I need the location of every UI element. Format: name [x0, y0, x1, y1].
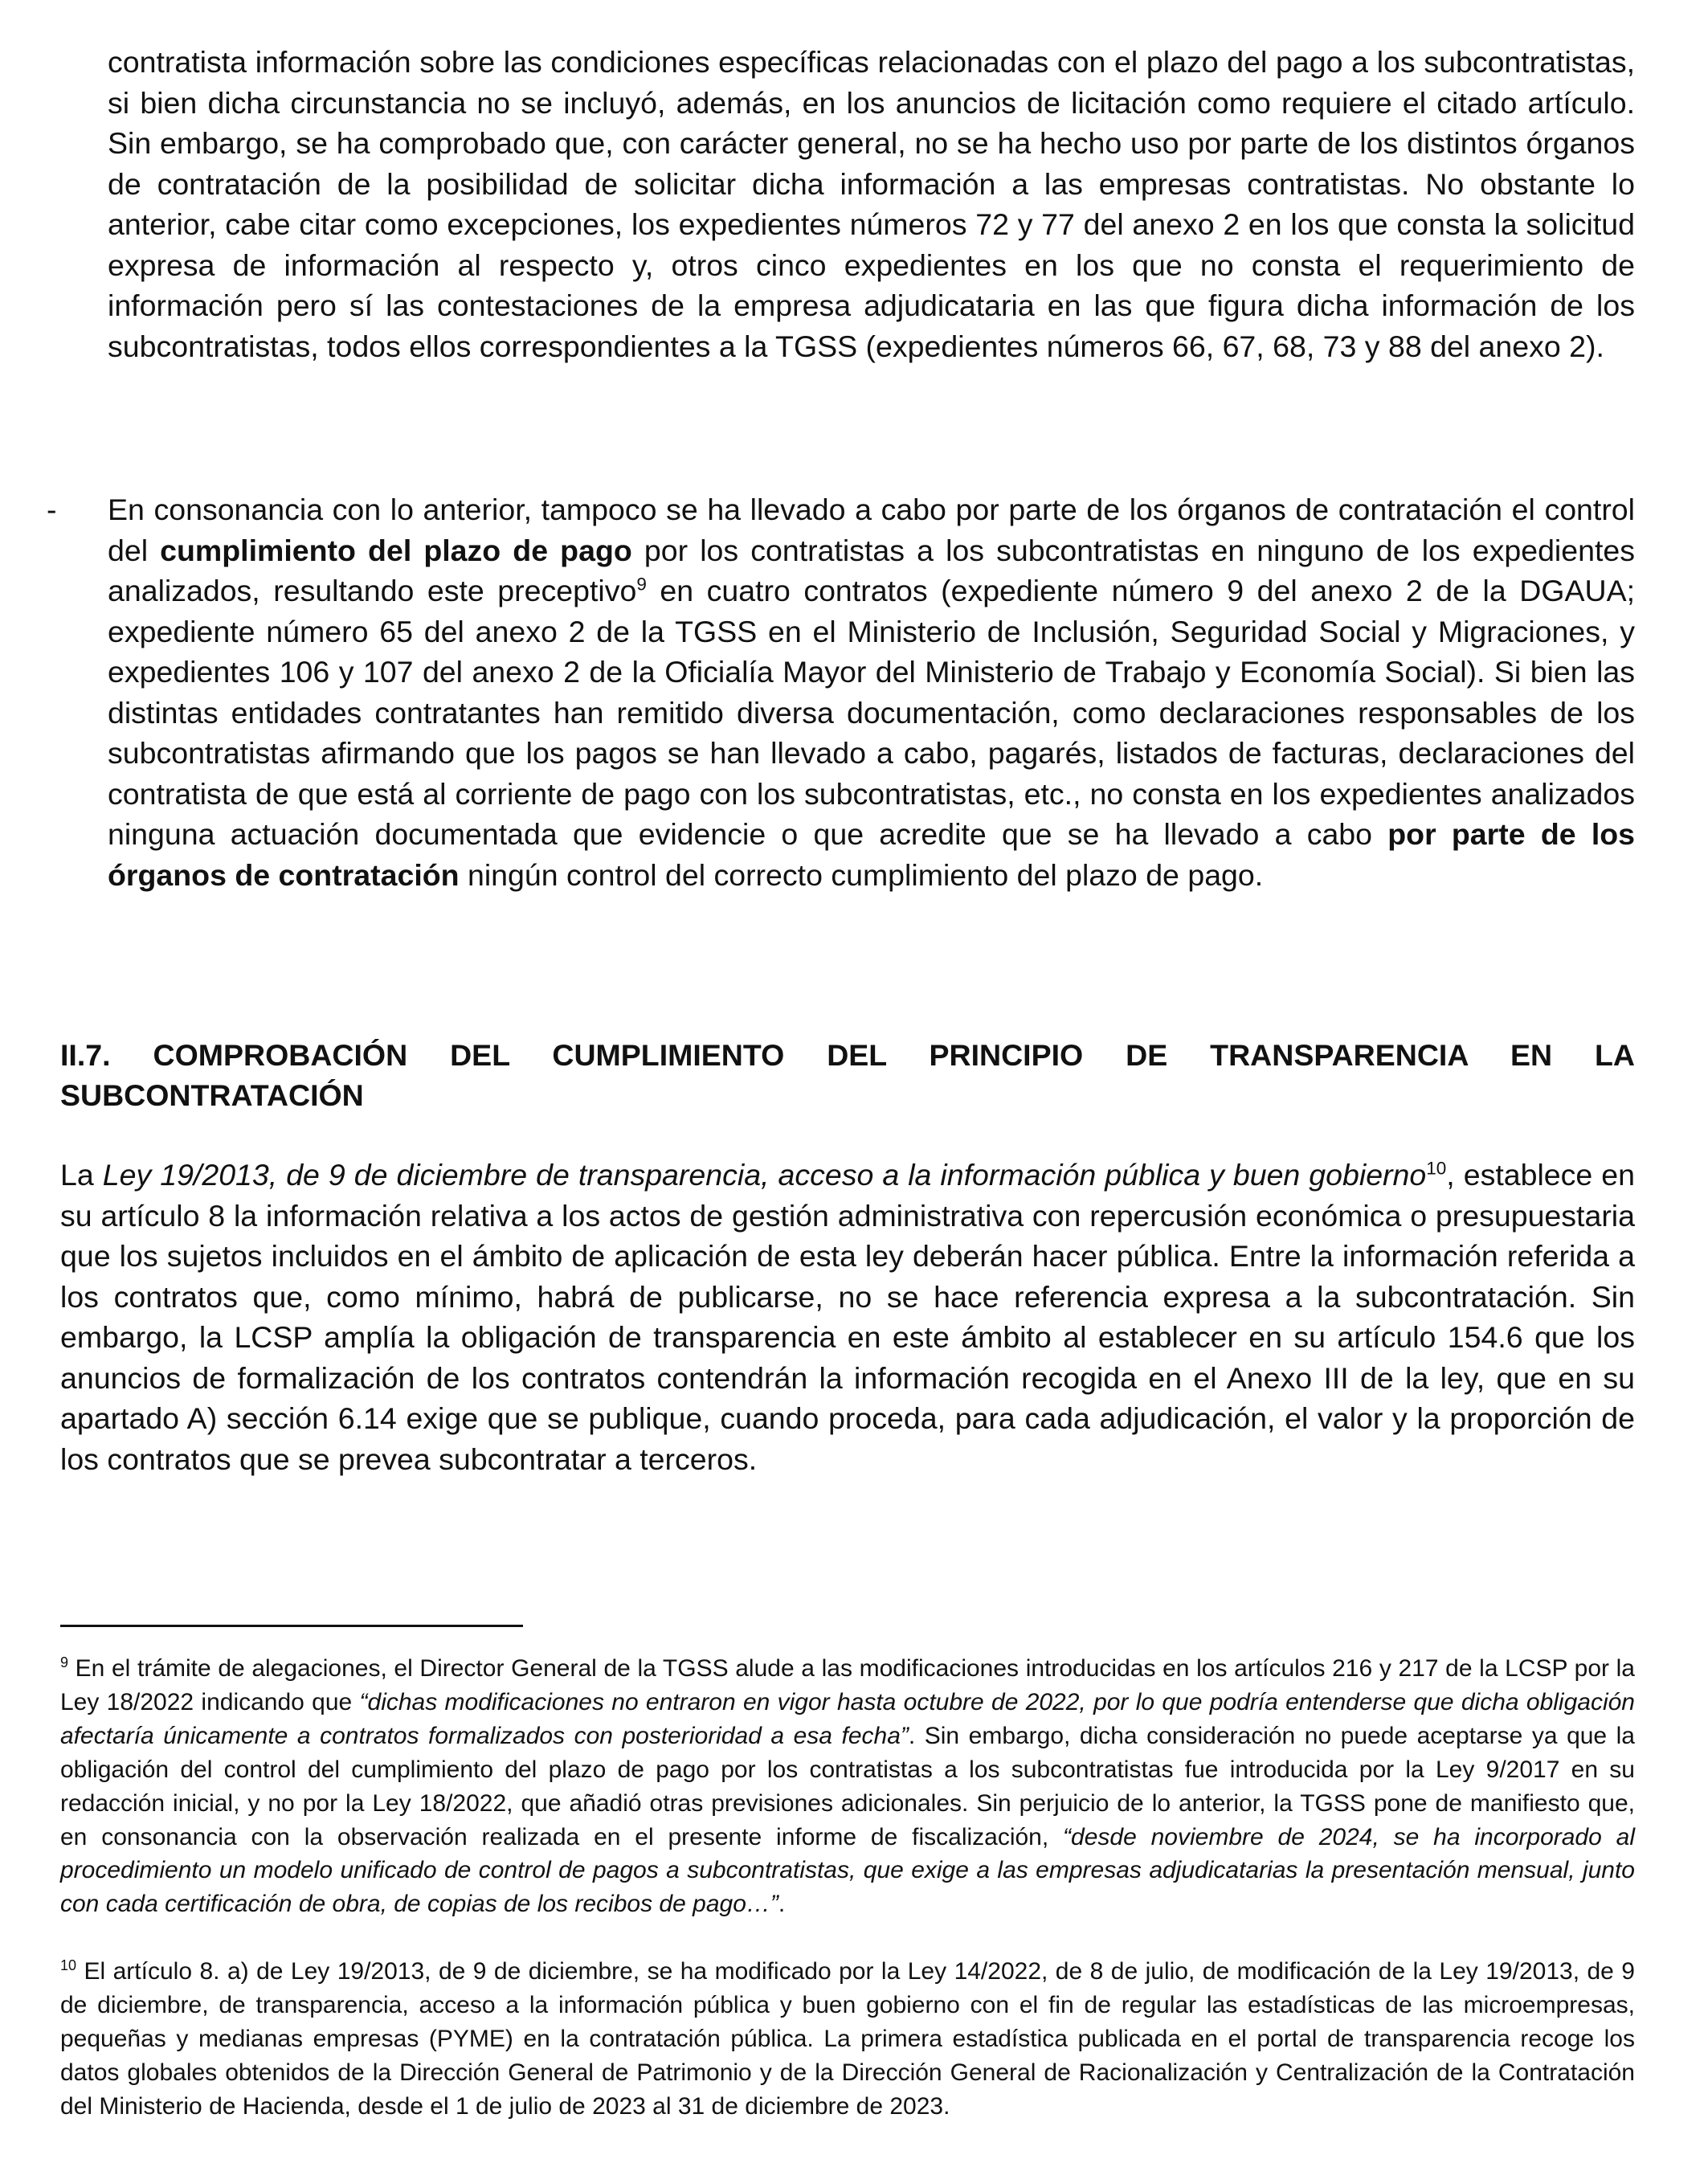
- italic-law-title: Ley 19/2013, de 9 de diciembre de transparencia, acceso a la información pública y buen gobierno: [102, 1158, 1427, 1192]
- footnote-ref-9[interactable]: 9: [636, 574, 647, 595]
- italic-quote: “dichas modificaciones no entraron en vigor hasta octubre de 2022, por lo que podría entenderse que dicha obligación afectaría únicamente a contratos formalizados con posterioridad a esa fecha”: [60, 1688, 1635, 1749]
- footnote-number: 10: [60, 1957, 77, 1973]
- bold-text: por parte de los órganos de contratación: [108, 817, 1635, 892]
- text: . Sin embargo, dicha consideración no puede aceptarse ya que la obligación del control del cumplimiento del plazo de pago por los contratistas a los subcontratistas fue introducida por la Ley 9/2017 en su redacción inicial, y no por la Ley 18/2022, que añadió otras previsiones adicionales. Sin perjuicio de lo anterior, la TGSS pone de manifiesto que, en consonancia con la observación realizada en el presente informe de fiscalización,: [60, 1722, 1635, 1850]
- text: En el trámite de alegaciones, el Director General de la TGSS alude a las modificaciones introducidas en los artículos 216 y 217 de la LCSP por la Ley 18/2022 indicando que: [60, 1655, 1635, 1715]
- footnote-10: [60, 1955, 1635, 2124]
- paragraph-continuation: contratista información sobre las condiciones específicas relacionadas con el plazo del pago a los subcontratistas, si bien dicha circunstancia no se incluyó, además, en los anuncios de licitación como requiere el citado artículo. Sin embargo, se ha comprobado que, con carácter general, no se ha hecho uso por parte de los distintos órganos de contratación de la posibilidad de solicitar dicha información a las empresas contratistas. No obstante lo anterior, cabe citar como excepciones, los expedientes números 72 y 77 del anexo 2 en los que consta la solicitud expresa de información al respecto y, otros cinco expedientes en los que no consta el requerimiento de información pero sí las contestaciones de la empresa adjudicataria en las que figura dicha información de los subcontratistas, todos ellos correspondientes a la TGSS (expedientes números 66, 67, 68, 73 y 88 del anexo 2).: [108, 45, 1635, 363]
- text: en cuatro contratos (expediente número 9 del anexo 2 de la DGAUA; expediente número 65 del anexo 2 de la TGSS en el Ministerio de Inclusión, Seguridad Social y Migraciones, y expedientes 106 y 107 del anexo 2 de la Oficialía Mayor del Ministerio de Trabajo y Economía Social). Si bien las distintas entidades contratantes han remitido diversa documentación, como declaraciones responsables de los subcontratistas afirmando que los pagos se han llevado a cabo, pagarés, listados de facturas, declaraciones del contratista de que está al corriente de pago con los subcontratistas, etc., no consta en los expedientes analizados ninguna actuación documentada que evidencie o que acredite que se ha llevado a cabo: [108, 574, 1635, 851]
- bullet-dash: -: [47, 493, 57, 526]
- text: En consonancia con lo anterior, tampoco se ha llevado a cabo por parte de los órganos de contratación el control del: [108, 493, 1635, 567]
- text: por los contratistas a los subcontratistas en ninguno de los expedientes analizados, resultando este preceptivo: [108, 533, 1635, 607]
- section-heading: II.7. COMPROBACIÓN DEL CUMPLIMIENTO DEL PRINCIPIO DE TRANSPARENCIA EN LA SUBCONTRATACIÓN: [60, 1038, 1635, 1112]
- footnote-number: 9: [60, 1654, 69, 1670]
- bullet-paragraph-payment-control: [108, 489, 1635, 895]
- bold-text: cumplimiento del plazo de pago: [160, 533, 632, 567]
- text: El artículo 8. a) de Ley 19/2013, de 9 de diciembre, se ha modificado por la Ley 14/2022, de 8 de julio, de modificación de la Ley 19/2013, de 9 de diciembre, de transparencia, acceso a la información pública y buen gobierno con el fin de regular las estadísticas de las microempresas, pequeñas y medianas empresas (PYME) en la contratación pública. La primera estadística publicada en el portal de transparencia recoge los datos globales obtenidos de la Dirección General de Patrimonio y de la Dirección General de Racionalización y Centralización de la Contratación del Ministerio de Hacienda, desde el 1 de julio de 2023 al 31 de diciembre de 2023.: [60, 1958, 1635, 2120]
- text: , establece en su artículo 8 la información relativa a los actos de gestión administrativa con repercusión económica o presupuestaria que los sujetos incluidos en el ámbito de aplicación de esta ley deberán hacer pública. Entre la información referida a los contratos que, como mínimo, habrá de publicarse, no se hace referencia expresa a la subcontratación. Sin embargo, la LCSP amplía la obligación de transparencia en este ámbito al establecer en su artículo 154.6 que los anuncios de formalización de los contratos contendrán la información recogida en el Anexo III de la ley, que en su apartado A) sección 6.14 exige que se publique, cuando proceda, para cada adjudicación, el valor y la proporción de los contratos que se prevea subcontratar a terceros.: [60, 1158, 1635, 1476]
- italic-quote: “desde noviembre de 2024, se ha incorporado al procedimiento un modelo unificado de control de pagos a subcontratistas, que exige a las empresas adjudicatarias la presentación mensual, junto con cada certificación de obra, de copias de los recibos de pago…”: [60, 1823, 1635, 1918]
- text: La: [60, 1158, 103, 1192]
- footnote-9: [60, 1652, 1635, 1921]
- footnote-ref-10[interactable]: 10: [1426, 1158, 1447, 1179]
- footnote-separator: [60, 1625, 523, 1627]
- text: .: [778, 1891, 786, 1918]
- paragraph-transparency: [60, 1155, 1635, 1479]
- text: ningún control del correcto cumplimiento del plazo de pago.: [459, 857, 1264, 892]
